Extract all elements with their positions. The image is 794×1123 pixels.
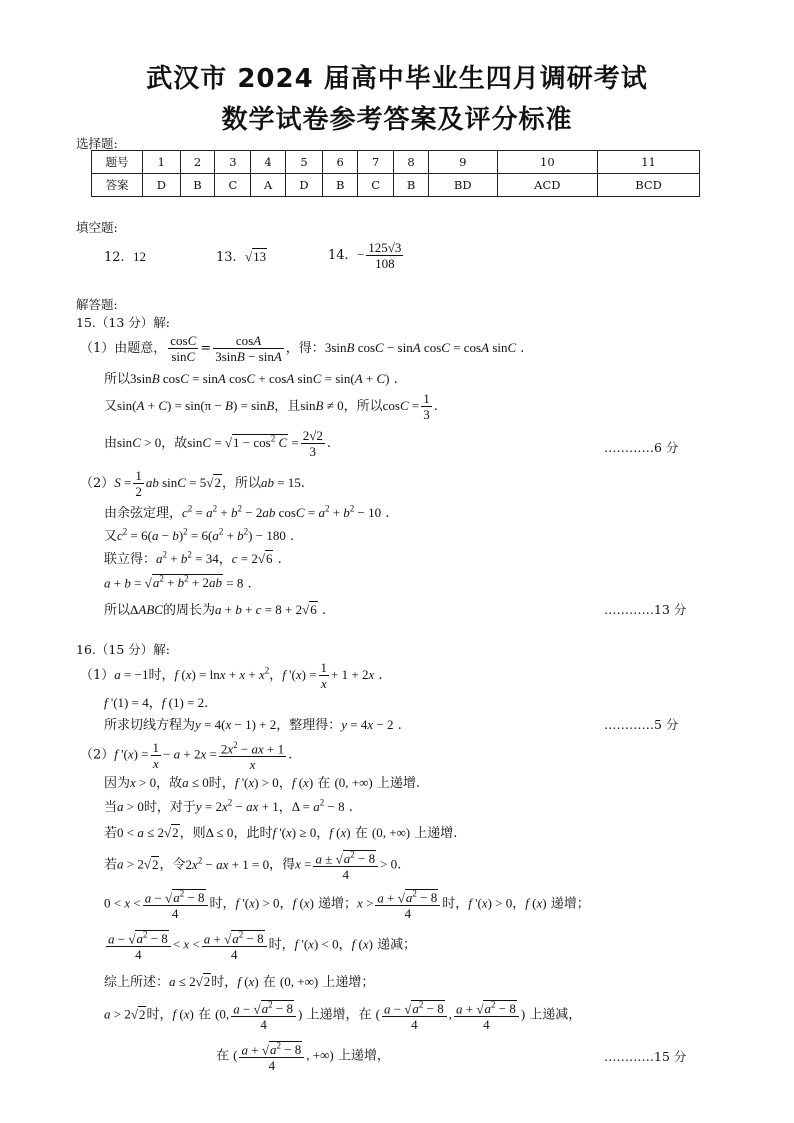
fill-14: 14. − $\frac{125√3}{108}$ (328, 240, 402, 271)
q16-score-2: …………15 分 (604, 1049, 687, 1064)
solve-label: 解答题: (76, 297, 118, 312)
fill-12 (104, 249, 146, 265)
table-cell: D (143, 174, 181, 197)
q16-score-1: …………5 分 (604, 717, 679, 732)
q16-head: 16.（15 分）解: (76, 642, 170, 657)
answer-table (91, 150, 700, 197)
table-cell: B (323, 174, 358, 197)
table-cell: 4 (251, 151, 285, 174)
q15-line-5: （2）S = $\frac{1}{2}$ ab sinC = 5√2，所以ab = 15. (80, 468, 305, 499)
table-cell: C (358, 174, 394, 197)
q16-line-11: 综上所述：a ≤ 2√2时，f (x) 在 (0, +∞) 上递增； (104, 974, 375, 990)
choice-label: 选择题: (76, 136, 118, 151)
q15-line-3: 又sin(A + C) = sin(π − B) = sinB，且sinB ≠ 0，所以cosC = $\frac{1}{3}$ . (104, 391, 438, 422)
fill-13-answer: 13 (253, 249, 267, 264)
table-cell: B (180, 174, 215, 197)
q16-line-2: f '(1) = 4，f (1) = 2. (104, 695, 209, 711)
fill-label: 填空题: (76, 220, 118, 235)
q16-line-9: 0 < x < $\frac{a - √a^2 - 8}{4}$ 时，f '(x) > 0，f (x) 递增；x > $\frac{a + √a^2 - 8}{4}$ 时，f '(x) > 0，f (x) 递增； (104, 889, 590, 922)
table-cell: 1 (143, 151, 181, 174)
table-cell: 2 (180, 151, 215, 174)
table-cell: 7 (358, 151, 394, 174)
table-cell: 11 (598, 151, 700, 174)
table-header-cell: 答案 (92, 174, 143, 197)
q15-head: 15.（13 分）解: (76, 315, 170, 330)
q16-line-1: （1）a = −1时，f $(x) = \ln x + x + x^2$，f '(x) = $\frac{1}{x}$ + 1 + 2x . (80, 660, 383, 691)
fill-14-number: 14. (328, 248, 349, 263)
q15-score-1: …………6 分 (604, 440, 679, 455)
table-cell: 6 (323, 151, 358, 174)
q15-line-6: 由余弦定理，$c^2 = a^2 + b^2 - 2ab$ $\cos C = a^2 + b^2 - 10$ . (104, 503, 390, 521)
q16-line-10: $\frac{a - √a^2 - 8}{4}$ < x < $\frac{a + √a^2 - 8}{4}$ 时，f '(x) < 0，f (x) 递减； (108, 930, 417, 963)
table-cell: ACD (497, 174, 598, 197)
q16-line-7: 若0 < a ≤ 2√2，则Δ ≤ 0，此时f '(x) ≥ 0，f (x) 在 (0, +∞) 上递增. (104, 825, 458, 841)
q16-line-12: a > 2√2时，f (x) 在 (0, $\frac{a - √a^2 - 8}{4}$ ) 上递增，在 ( $\frac{a - √a^2 - 8}{4}$ , $\frac{a + √a^2 - 8}{4}$ ) 上递减， (104, 1000, 582, 1033)
table-cell: 5 (285, 151, 323, 174)
table-cell: BCD (598, 174, 700, 197)
q15-line-2: 所以3sinB cosC = sinA cosC + cosA sinC = sin(A + C) . (104, 371, 398, 387)
q16-line-8: 若a > 2√2，令$2x^2$ − ax + 1 = 0，得x = $\frac{a \pm √a^2 - 8}{4}$ > 0. (104, 850, 402, 883)
table-cell: B (394, 174, 429, 197)
table-cell: 9 (428, 151, 497, 174)
fill-14-denominator: 108 (375, 256, 395, 271)
q16-line-13: 在 ( $\frac{a + √a^2 - 8}{4}$ , +∞) 上递增， (216, 1041, 390, 1074)
q15-line-10: 所以ΔABC的周长为a + b + c = 8 + 2√6 . (104, 602, 327, 618)
fill-12-number: 12. (104, 250, 125, 265)
table-cell: 3 (215, 151, 251, 174)
q16-line-4: （2）f '(x) = $\frac{1}{x}$ − a + 2x = $\frac{2x^2 - ax + 1}{x}$ . (80, 739, 293, 773)
fill-12-answer: 12 (132, 249, 146, 264)
table-cell: A (251, 174, 285, 197)
fill-13: 13. √13 (216, 249, 267, 265)
table-cell: 8 (394, 151, 429, 174)
q15-line-9: $a + b = √a^2 + b^2 + 2ab = 8$ . (104, 574, 252, 592)
table-cell: 10 (497, 151, 598, 174)
q15-line-8: 联立得：$a^2 + b^2 = 34$，c = 2√6 . (104, 549, 282, 567)
fill-13-number: 13. (216, 250, 237, 265)
q15-score-2: …………13 分 (604, 602, 687, 617)
q16-line-5: 因为x > 0，故a ≤ 0时，f '(x) > 0，f (x) 在 (0, +∞) 上递增. (104, 775, 420, 791)
q16-line-6: 当a > 0时，对于$y = 2x^2$ − ax + 1，$\Delta = a^2 - 8$ . (104, 797, 353, 815)
table-cell: D (285, 174, 323, 197)
title-line-1: 武汉市 2024 届高中毕业生四月调研考试 (146, 64, 648, 94)
fill-14-numerator: 125√3 (368, 240, 402, 255)
table-row (92, 174, 700, 197)
table-cell: BD (428, 174, 497, 197)
table-header-cell: 题号 (92, 151, 143, 174)
table-cell: C (215, 174, 251, 197)
q15-line-4: 由sinC > 0，故$\sin C = √1 - \cos^2 C$ = $\frac{2√2}{3}$ . (104, 428, 331, 459)
q15-line-1: （1）由题意， $\frac{\cos C}{\sin C}$ = $\frac{\cos A}{3\sin B - \sin A}$ ，得：3sinB cosC − sinA cosC = cosA sinC . (80, 333, 525, 364)
q15-line-7: 又$c^2 = 6(a - b)^2 = 6(a^2 + b^2) - 180$ . (104, 526, 295, 544)
table-row (92, 151, 700, 174)
title-line-2: 数学试卷参考答案及评分标准 (221, 105, 573, 135)
q16-line-3: 所求切线方程为y = 4(x − 1) + 2，整理得：y = 4x − 2 . (104, 717, 402, 733)
